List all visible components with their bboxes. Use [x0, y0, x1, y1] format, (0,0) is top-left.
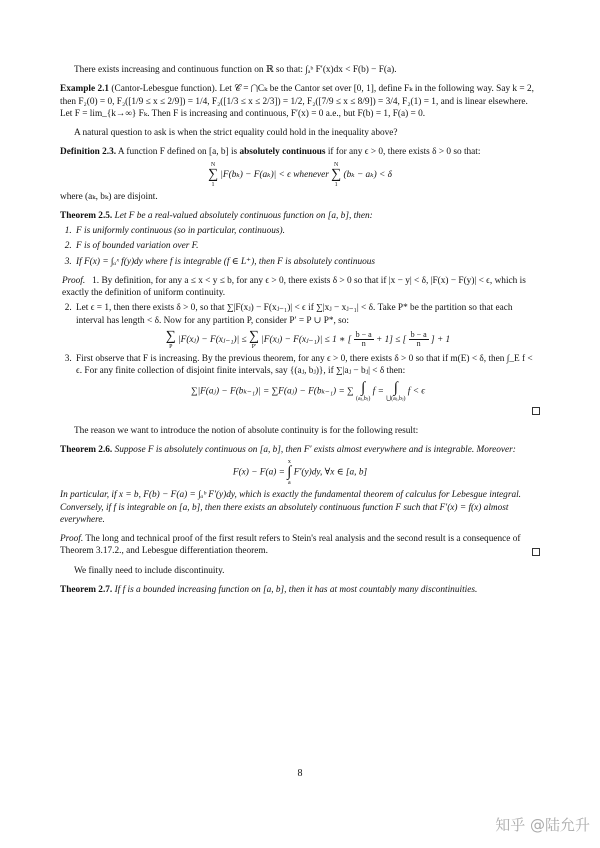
- proof-2-5: [60, 275, 540, 418]
- proof-text: The long and technical proof of the first result refers to Stein's real analysis and the second result is a consequence of Theorem 3.17.2., and Lebesgue differentiation theorem.: [60, 534, 521, 557]
- finally-paragraph: We finally need to include discontinuity.: [74, 565, 225, 576]
- qed-symbol: [532, 548, 540, 556]
- theorem-label: Theorem 2.7.: [60, 584, 113, 595]
- example-label: Example 2.1: [60, 84, 110, 95]
- theorem-items: [60, 225, 540, 268]
- definition-label: Definition 2.3.: [60, 147, 117, 158]
- definition-eq-left: |F(bₖ) − F(aₖ)| < ϵ whenever: [220, 169, 329, 180]
- theorem-2-5: [60, 210, 540, 268]
- list-item: Proof. 1. By definition, for any a ≤ x < y ≤ b, for any ϵ > 0, there exists δ > 0 so that if |x − y| < δ, |F(x) − F(y)| < ϵ, which is exactly the definition of uniform continuity.: [62, 275, 526, 299]
- list-item: 3. If F(x) = ∫ₐˣ f(y)dy where f is integrable (f ∈ L⁺), then F is absolutely continuous: [74, 256, 540, 268]
- example-text: (Cantor-Lebesgue function). Let 𝒞 = ⋂Cₖ be the Cantor set over [0, 1], define Fₖ in the following way. Say k = 2, then F₂(0) = 0, F₂([1/9 ≤ x ≤ 2/9]) = 1/4, F₂([1/3 ≤ x ≤ 2/3]) = 1/2, F₂([7/9 ≤ x ≤ 8/9]) = 3/4, F₂(1) = 1, and is linear elsewhere. Let F = lim_{k→∞} Fₖ. Then F is increasing and continuous, F′(x) = 0 a.e., but F(b) = 1, F(a) = 0.: [60, 84, 534, 119]
- list-item: 1. F is uniformly continuous (so in particular, continuous).: [74, 225, 540, 237]
- theorem-particular: In particular, if x = b, F(b) − F(a) = ∫ₐᵇ F′(y)dy, which is exactly the fundamental theorem of calculus for Lebesgue integral. Conversely, if f is integrable on [a, b], then there exists an absolutely continuous function F such that F′(x) = f(x) almost everywhere.: [60, 490, 522, 525]
- proof-label: Proof.: [62, 275, 86, 286]
- definition-term: absolutely continuous: [239, 147, 326, 158]
- theorem-statement: Suppose F is absolutely continuous on [a, b], then F′ exists almost everywhere and is integrable. Moreover:: [114, 445, 516, 456]
- proof-item-2: Let ϵ = 1, then there exists δ > 0, so that ∑|F(xⱼ) − F(xⱼ₋₁)| < ϵ if ∑|xⱼ − xⱼ₋₁| < δ. Take P* be the partition so that each interval has length < δ. Now for any partition P, consider P′ = P ∪ P*, so:: [76, 303, 513, 326]
- definition-post: if for any ϵ > 0, there exists δ > 0 so that:: [327, 147, 481, 158]
- theorem-statement: Let F be a real-valued absolutely continuous function on [a, b], then:: [114, 210, 373, 221]
- proof-label: Proof.: [60, 534, 84, 545]
- intro-paragraph: There exists increasing and continuous function on ℝ so that: ∫ₐᵇ F′(x)dx < F(b) − F(a).: [74, 65, 397, 75]
- sum-symbol: N ∑ 1: [208, 161, 219, 188]
- list-item: 2. F is of bounded variation over F.: [74, 240, 540, 252]
- definition-2-3: [60, 146, 540, 203]
- theorem-label: Theorem 2.5.: [60, 210, 113, 221]
- theorem-2-6: [60, 444, 540, 526]
- qed-symbol: [532, 407, 540, 415]
- list-item: [74, 353, 540, 402]
- definition-eq-right: (bₖ − aₖ) < δ: [343, 169, 392, 180]
- list-item: [74, 302, 540, 350]
- proof-equation-2: ∑ P |F(xⱼ) − F(xⱼ₋₁)| ≤ ∑ P′ |F(xⱼ) − F(xⱼ₋₁)| ≤ 1 ∗ [ $\frac{b - a}{n}$ + 1] ≤ [ $\frac{b - a}{n}$ ] + 1: [165, 328, 451, 350]
- proof-equation-3: ∑|F(aⱼ) − F(bₖ₋₁)| = ∑F(aⱼ) − F(bₖ₋₁) = ∑ ∫ (aⱼ,bⱼ) f = ∫ ⋃(aⱼ,bⱼ) f < ϵ: [190, 379, 426, 402]
- theorem-2-7: [60, 584, 540, 596]
- proof-item-1: By definition, for any a ≤ x < y ≤ b, for any ϵ > 0, there exists δ > 0 so that if |x − y| < δ, |F(x) − F(y)| < ϵ, which is exactly the definition of uniform continuity.: [62, 275, 526, 299]
- proof-2-6: [60, 533, 540, 558]
- example-2-1: [60, 83, 540, 120]
- theorem-label: Theorem 2.6.: [60, 445, 113, 456]
- proof-item-3: First observe that F is increasing. By the previous theorem, for any ϵ > 0, there exists δ > 0 so that if m(E) < δ, then ∫_E f < ϵ. For any finite collection of disjoint finite intervals, say {(aⱼ, bⱼ)}, if ∑|aⱼ − bⱼ| < δ then:: [76, 353, 533, 377]
- page-number: 8: [297, 768, 303, 779]
- theorem-equation: F(x) − F(a) = x ∫ a F′(y)dy, ∀x ∈ [a, b]: [232, 459, 368, 487]
- theorem-statement: If f is a bounded increasing function on [a, b], then it has at most countably many discontinuities.: [114, 584, 478, 595]
- definition-equation: [60, 162, 540, 188]
- watermark: 知乎 @陆允升: [495, 816, 590, 834]
- question-paragraph: A natural question to ask is when the strict equality could hold in the inequality above?: [74, 128, 398, 139]
- sum-symbol: N ∑ 1: [331, 161, 342, 188]
- paper-page: [60, 64, 540, 596]
- reason-paragraph: The reason we want to introduce the notion of absolute continuity is for the following result:: [74, 425, 419, 436]
- definition-pre: A function F defined on [a, b] is: [117, 147, 238, 158]
- definition-tail: where (aₖ, bₖ) are disjoint.: [60, 191, 158, 202]
